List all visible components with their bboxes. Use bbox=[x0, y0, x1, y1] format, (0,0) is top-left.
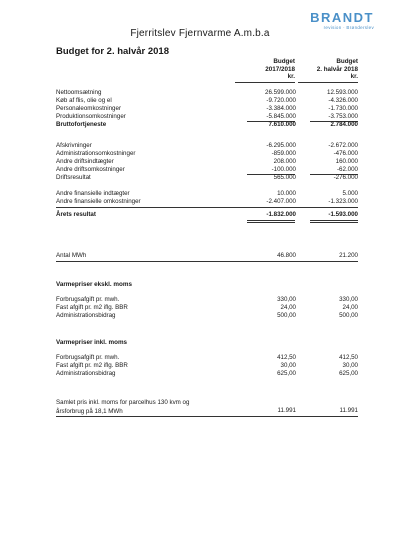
summary-line2: årsforbrug på 18,1 MWh bbox=[56, 408, 123, 415]
row-value-budget-2017: 10.000 bbox=[277, 190, 296, 197]
table-row bbox=[56, 198, 358, 206]
row-value-budget-2018: -2.672.000 bbox=[328, 142, 358, 149]
table-row bbox=[56, 89, 358, 97]
row-label: Forbrugsafgift pr. mwh. bbox=[56, 354, 120, 361]
summary-values-row bbox=[56, 407, 358, 415]
col1-line2: 2017/2018 bbox=[265, 65, 295, 73]
row-value-budget-2017: -6.295.000 bbox=[266, 142, 296, 149]
row-value-budget-2017: 330,00 bbox=[277, 296, 296, 303]
budget-title: Budget for 2. halvår 2018 bbox=[56, 46, 169, 57]
underline bbox=[310, 220, 358, 221]
underline bbox=[247, 222, 295, 223]
row-value-budget-2018: -3.753.000 bbox=[328, 113, 358, 120]
row-value-budget-2018: 21.200 bbox=[339, 252, 358, 259]
company-name: Fjerritslev Fjernvarme A.m.b.a bbox=[130, 28, 270, 39]
table-row bbox=[56, 105, 358, 113]
row-value-budget-2017: 500,00 bbox=[277, 312, 296, 319]
row-value-budget-2017: -5.845.000 bbox=[266, 113, 296, 120]
row-value-budget-2018: 160.000 bbox=[335, 158, 358, 165]
section-title-incl-vat: Varmepriser inkl. moms bbox=[56, 339, 128, 346]
col2-line1: Budget bbox=[336, 58, 358, 65]
row-value-budget-2017: -1.832.000 bbox=[266, 211, 296, 218]
row-label: Produktionsomkostninger bbox=[56, 113, 126, 120]
row-value-budget-2017: -9.720.000 bbox=[266, 97, 296, 104]
row-label: Administrationsomkostninger bbox=[56, 150, 136, 157]
row-label: Administrationsbidrag bbox=[56, 312, 116, 319]
row-value-budget-2017: 46.800 bbox=[277, 252, 296, 259]
table-row-annual-result bbox=[56, 211, 358, 219]
row-value-budget-2017: 625,00 bbox=[277, 370, 296, 377]
row-value-budget-2018: 30,00 bbox=[342, 362, 358, 369]
logo-tagline: revision · Brønderslev bbox=[323, 25, 374, 30]
underline bbox=[247, 220, 295, 221]
row-label: Nettoomsætning bbox=[56, 89, 102, 96]
row-label: Administrationsbidrag bbox=[56, 370, 116, 377]
row-value-budget-2017: -100.000 bbox=[271, 166, 296, 173]
row-value-budget-2017: 24,00 bbox=[280, 304, 296, 311]
table-row bbox=[56, 150, 358, 158]
row-value-budget-2018: 24,00 bbox=[342, 304, 358, 311]
row-value-budget-2018: 5.000 bbox=[342, 190, 358, 197]
row-label: Køb af flis, olie og el bbox=[56, 97, 112, 104]
row-label: Personaleomkostninger bbox=[56, 105, 122, 112]
row-value-budget-2018: 500,00 bbox=[339, 312, 358, 319]
row-label: Forbrugsafgift pr. mwh. bbox=[56, 296, 120, 303]
row-label: Andre finansielle omkostninger bbox=[56, 198, 141, 205]
table-row-operating-result bbox=[56, 174, 358, 182]
row-value-budget-2017: -3.384.000 bbox=[266, 105, 296, 112]
row-label: Årets resultat bbox=[56, 211, 96, 218]
col1-line1: Budget bbox=[273, 58, 295, 65]
table-row-gross-profit bbox=[56, 121, 358, 129]
row-value-budget-2017: 26.599.000 bbox=[265, 89, 296, 96]
row-value-budget-2018: -1.323.000 bbox=[328, 198, 358, 205]
table-row bbox=[56, 142, 358, 150]
table-row bbox=[56, 158, 358, 166]
underline bbox=[56, 261, 358, 262]
table-row bbox=[56, 362, 358, 370]
row-value-budget-2017: -2.407.000 bbox=[266, 198, 296, 205]
row-value-budget-2018: 2.784.000 bbox=[330, 121, 358, 128]
column-header-budget-2-halvaar-2018 bbox=[298, 58, 358, 83]
row-value-budget-2017: -859.000 bbox=[271, 150, 296, 157]
row-value-budget-2018: -1.730.000 bbox=[328, 105, 358, 112]
row-value-budget-2018: 330,00 bbox=[339, 296, 358, 303]
table-row bbox=[56, 354, 358, 362]
row-value-budget-2018: -4.326.000 bbox=[328, 97, 358, 104]
row-label: Andre driftsomkostninger bbox=[56, 166, 125, 173]
row-label: Driftsresultat bbox=[56, 174, 91, 181]
underline bbox=[310, 222, 358, 223]
row-label: Andre driftsindtægter bbox=[56, 158, 114, 165]
table-row bbox=[56, 312, 358, 320]
row-label: Andre finansielle indtægter bbox=[56, 190, 130, 197]
row-label: Afskrivninger bbox=[56, 142, 92, 149]
col2-line2: 2. halvår 2018 bbox=[316, 65, 358, 73]
col2-line3: kr. bbox=[298, 73, 358, 83]
underline bbox=[56, 207, 358, 208]
col1-line3: kr. bbox=[235, 73, 295, 83]
row-value-budget-2017: 412,50 bbox=[277, 354, 296, 361]
row-label: Antal MWh bbox=[56, 252, 87, 259]
row-value-budget-2018: -276.000 bbox=[333, 174, 358, 181]
row-value-budget-2017: 7.610.000 bbox=[268, 121, 296, 128]
table-row bbox=[56, 97, 358, 105]
logo-name: BRANDT bbox=[310, 10, 374, 25]
row-value-budget-2018: 625,00 bbox=[339, 370, 358, 377]
table-row bbox=[56, 304, 358, 312]
table-row bbox=[56, 113, 358, 121]
table-row bbox=[56, 166, 358, 174]
column-header-budget-2017-2018 bbox=[235, 58, 295, 83]
row-label: Fast afgift pr. m2 iflg. BBR bbox=[56, 304, 128, 311]
brandt-logo bbox=[310, 10, 374, 30]
row-value-budget-2018: 12.593.000 bbox=[327, 89, 358, 96]
row-value-budget-2017: 30,00 bbox=[280, 362, 296, 369]
underline bbox=[56, 416, 358, 417]
row-label: Bruttofortjeneste bbox=[56, 121, 107, 128]
summary-line1: Samlet pris inkl. moms for parcelhus 130 kvm og bbox=[56, 399, 190, 406]
row-value-budget-2018: -1.593.000 bbox=[328, 211, 358, 218]
row-value-budget-2018: 412,50 bbox=[339, 354, 358, 361]
table-row bbox=[56, 296, 358, 304]
row-value-budget-2018: -62.000 bbox=[337, 166, 358, 173]
row-value-budget-2018: -476.000 bbox=[333, 150, 358, 157]
row-label: Fast afgift pr. m2 iflg. BBR bbox=[56, 362, 128, 369]
table-row-mwh bbox=[56, 252, 358, 260]
row-value-budget-2017: 208.000 bbox=[273, 158, 296, 165]
summary-value-budget-2018: 11.991 bbox=[339, 407, 358, 414]
row-value-budget-2017: 565.000 bbox=[273, 174, 296, 181]
summary-value-budget-2017: 11.991 bbox=[277, 407, 296, 414]
table-row bbox=[56, 190, 358, 198]
section-title-excl-vat: Varmepriser ekskl. moms bbox=[56, 281, 132, 288]
table-row bbox=[56, 370, 358, 378]
